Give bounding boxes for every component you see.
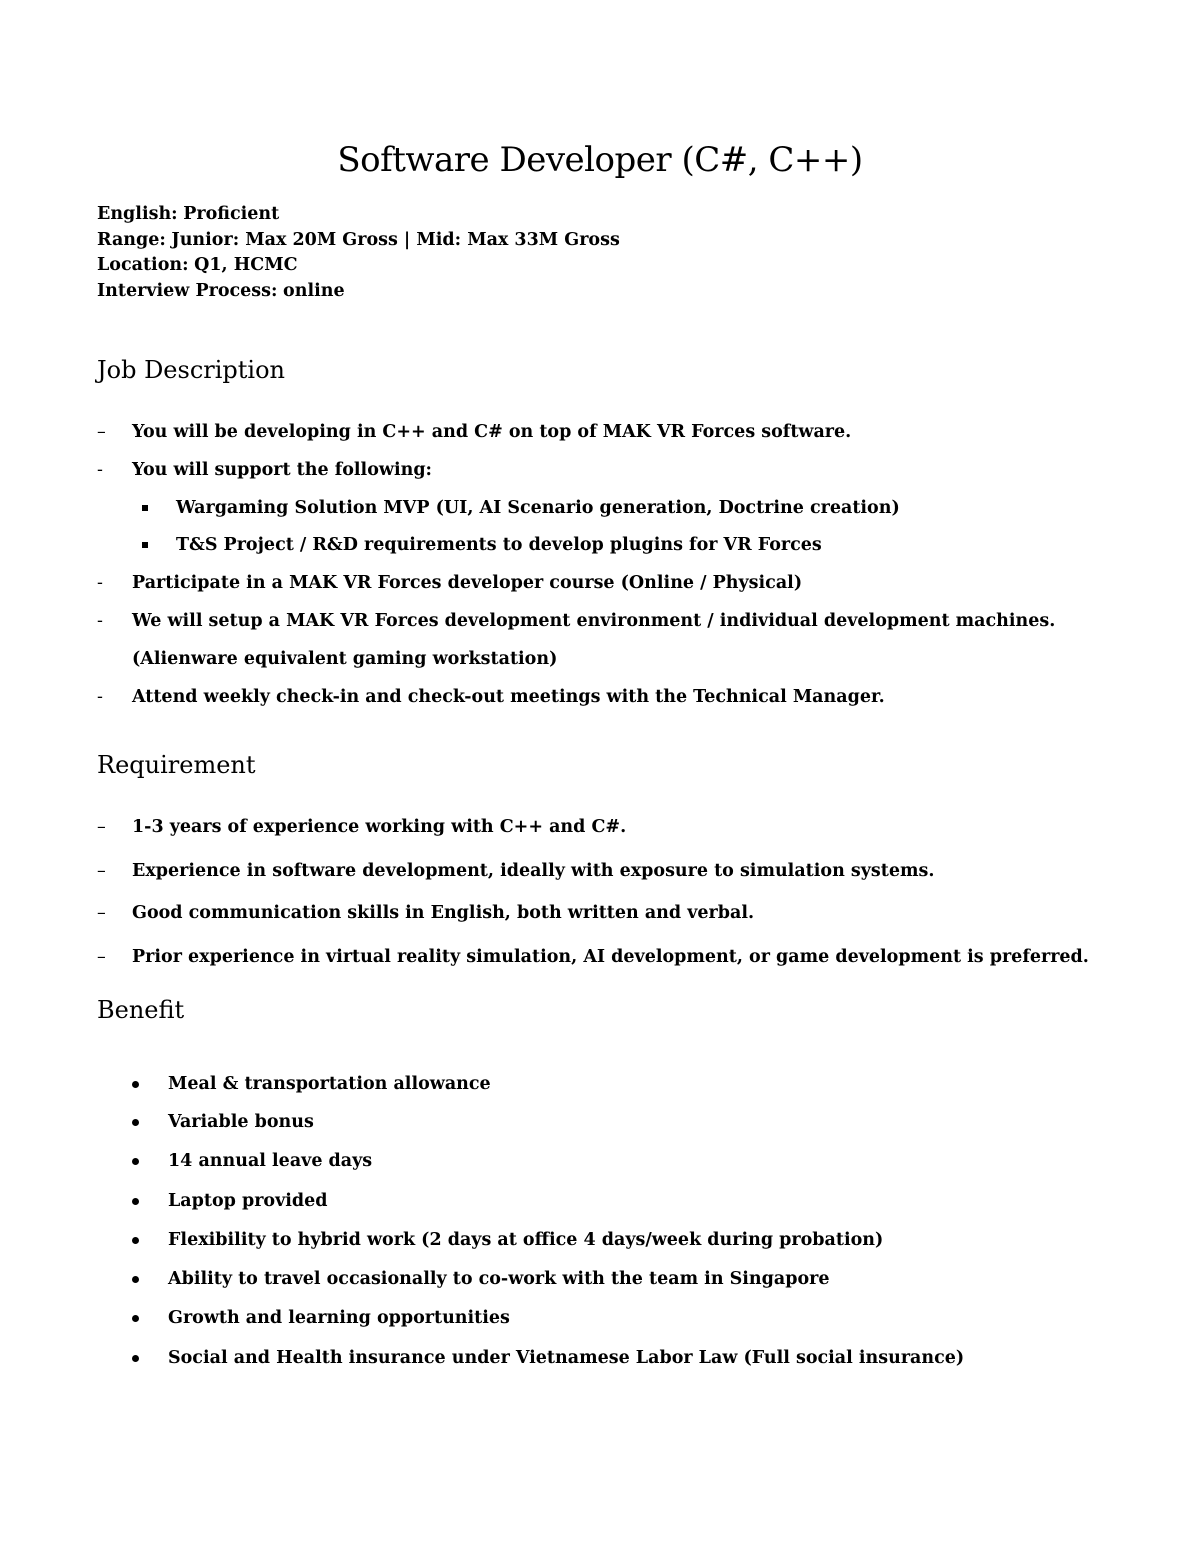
meta-label: Range: bbox=[97, 229, 166, 250]
dash-marker: - bbox=[97, 460, 103, 480]
bullet-icon bbox=[132, 1276, 139, 1283]
list-item-text: Variable bonus bbox=[168, 1112, 314, 1132]
benefit-heading: Benefit bbox=[97, 996, 185, 1024]
requirement-heading: Requirement bbox=[97, 751, 256, 779]
dash-marker: - bbox=[97, 573, 103, 593]
list-item-text: Social and Health insurance under Vietnamese Labor Law (Full social insurance) bbox=[168, 1348, 965, 1368]
list-item-text: Wargaming Solution MVP (UI, AI Scenario generation, Doctrine creation) bbox=[176, 498, 900, 518]
bullet-icon bbox=[132, 1081, 139, 1088]
dash-marker: – bbox=[97, 903, 106, 923]
dash-marker: - bbox=[97, 687, 103, 707]
list-item-text: 1-3 years of experience working with C++ and C#. bbox=[132, 817, 627, 837]
meta-english bbox=[97, 204, 620, 230]
meta-interview-process bbox=[97, 281, 620, 307]
dash-marker: – bbox=[97, 861, 106, 881]
meta-value: Junior: Max 20M Gross | Mid: Max 33M Gross bbox=[171, 229, 620, 250]
bullet-icon bbox=[132, 1355, 139, 1362]
meta-label: English: bbox=[97, 204, 178, 224]
list-item-text: Prior experience in virtual reality simulation, AI development, or game development is preferred. bbox=[132, 947, 1089, 967]
list-item-text: You will support the following: bbox=[132, 460, 433, 480]
meta-value: Q1, HCMC bbox=[194, 255, 298, 275]
dash-marker: – bbox=[97, 947, 106, 967]
meta-label: Interview Process: bbox=[97, 280, 278, 301]
page-title: Software Developer (C#, C++) bbox=[337, 140, 863, 180]
meta-label: Location: bbox=[97, 255, 189, 275]
meta-value: Proficient bbox=[183, 204, 280, 224]
list-item-text: (Alienware equivalent gaming workstation) bbox=[132, 649, 558, 669]
list-item-text: Meal & transportation allowance bbox=[168, 1074, 491, 1094]
list-item-text: 14 annual leave days bbox=[168, 1151, 373, 1171]
bullet-icon bbox=[132, 1119, 139, 1126]
list-item-text: Attend weekly check-in and check-out meetings with the Technical Manager. bbox=[132, 687, 885, 707]
meta-range bbox=[97, 230, 620, 256]
meta-location bbox=[97, 255, 620, 281]
list-item-text: You will be developing in C++ and C# on top of MAK VR Forces software. bbox=[132, 422, 852, 442]
square-bullet-icon bbox=[142, 542, 148, 548]
dash-marker: – bbox=[97, 817, 106, 837]
list-item-text: Ability to travel occasionally to co-work with the team in Singapore bbox=[168, 1269, 830, 1289]
list-item-text: T&S Project / R&D requirements to develop plugins for VR Forces bbox=[176, 535, 822, 555]
list-item-text: Growth and learning opportunities bbox=[168, 1308, 510, 1328]
bullet-icon bbox=[132, 1237, 139, 1244]
job-meta bbox=[97, 204, 620, 306]
list-item-text: Good communication skills in English, both written and verbal. bbox=[132, 903, 755, 923]
bullet-icon bbox=[132, 1198, 139, 1205]
list-item-text: Participate in a MAK VR Forces developer course (Online / Physical) bbox=[132, 573, 803, 593]
bullet-icon bbox=[132, 1158, 139, 1165]
meta-value: online bbox=[283, 280, 345, 301]
dash-marker: - bbox=[97, 611, 103, 631]
dash-marker: – bbox=[97, 422, 106, 442]
square-bullet-icon bbox=[142, 505, 148, 511]
bullet-icon bbox=[132, 1315, 139, 1322]
job-description-heading: Job Description bbox=[97, 356, 286, 384]
list-item-text: Experience in software development, ideally with exposure to simulation systems. bbox=[132, 861, 935, 881]
list-item-text: We will setup a MAK VR Forces development environment / individual development machines. bbox=[132, 611, 1056, 631]
list-item-text: Flexibility to hybrid work (2 days at office 4 days/week during probation) bbox=[168, 1230, 884, 1250]
list-item-text: Laptop provided bbox=[168, 1191, 328, 1211]
